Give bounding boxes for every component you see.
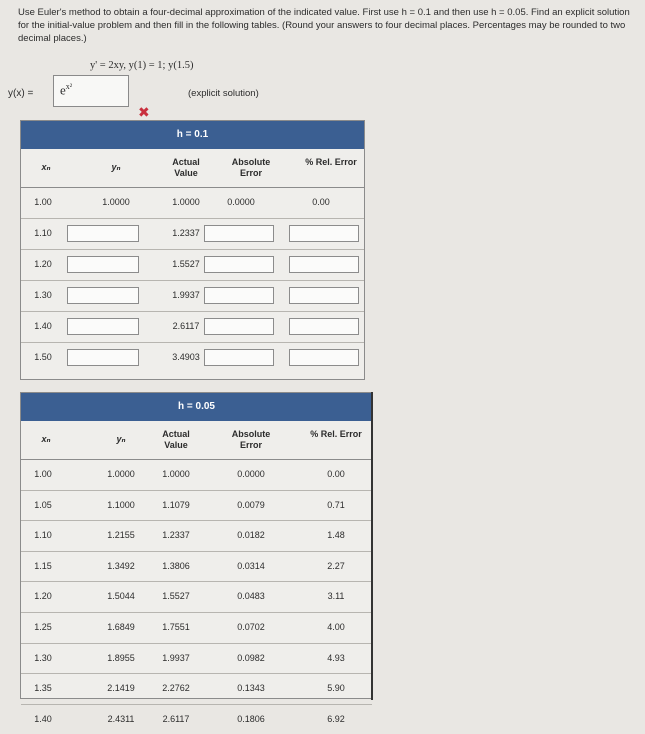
cell-x: 1.30 (34, 290, 52, 300)
table-row (21, 343, 364, 373)
explicit-base: e (60, 82, 66, 98)
incorrect-x-icon: ✖ (138, 104, 150, 120)
cell-x: 1.25 (34, 621, 52, 632)
cell-y: 1.5044 (107, 591, 135, 602)
cell-abs: 0.1343 (237, 683, 265, 694)
cell-abs: 0.0314 (237, 560, 265, 571)
table-row (21, 552, 372, 583)
cell-rel: 0.71 (327, 499, 345, 510)
explicit-note: (explicit solution) (188, 88, 259, 99)
cell-abs: 0.0702 (237, 621, 265, 632)
table-row (21, 188, 364, 219)
cell-actual: 1.2337 (172, 228, 200, 238)
cell-abs: 0.0000 (227, 197, 255, 207)
cell-actual: 1.0000 (162, 469, 190, 479)
cell-x: 1.10 (34, 228, 52, 238)
col-x: xₙ (41, 434, 51, 444)
col-abs: Absolute Error (231, 157, 271, 178)
cell-rel: 4.93 (327, 652, 345, 663)
table-h-0-1 (20, 120, 365, 380)
column-headers (21, 149, 364, 188)
col-actual: Actual Value (172, 157, 200, 178)
table-title: h = 0.1 (21, 121, 364, 149)
cell-actual: 1.3806 (162, 560, 190, 571)
instructions: Use Euler's method to obtain a four-decimal approximation of the indicated value. First use h = 0.1 and then use h = 0.05. Find an explicit solution for the initial-value problem and then fill in the following tables. (Round your answers to four decimal places. Percentages may be rounded to two decimal places.) (18, 7, 630, 44)
cell-actual: 1.9937 (162, 652, 190, 663)
equation: y' = 2xy, y(1) = 1; y(1.5) (90, 60, 194, 71)
col-rel: % Rel. Error (310, 429, 362, 439)
answer-input-y[interactable] (67, 287, 139, 304)
cell-abs: 0.0982 (237, 652, 265, 663)
cell-y: 2.4311 (107, 713, 135, 724)
answer-input-y[interactable] (67, 318, 139, 335)
cell-x: 1.20 (34, 591, 52, 602)
table-row (21, 582, 372, 613)
col-actual: Actual Value (162, 429, 190, 450)
answer-input-rel[interactable] (289, 349, 359, 366)
explicit-label: y(x) = (8, 88, 34, 99)
cell-actual: 1.1079 (162, 499, 190, 510)
table-h-0-05 (20, 392, 373, 724)
answer-input-rel[interactable] (289, 256, 359, 273)
cell-x: 1.40 (34, 321, 52, 331)
table-row (21, 460, 372, 491)
col-y: yₙ (116, 434, 126, 444)
cell-y: 1.3492 (107, 560, 135, 571)
answer-input-rel[interactable] (289, 287, 359, 304)
answer-input-abs[interactable] (204, 287, 274, 304)
cell-x: 1.00 (34, 197, 52, 207)
cell-x: 1.20 (34, 259, 52, 269)
cell-rel: 1.48 (327, 530, 345, 541)
explicit-exponent: x² (65, 82, 73, 91)
cell-y: 1.1000 (107, 499, 135, 510)
cell-abs: 0.0182 (237, 530, 265, 541)
answer-input-abs[interactable] (204, 256, 274, 273)
cell-y: 1.0000 (102, 197, 130, 207)
table-row (21, 312, 364, 343)
cell-actual: 2.6117 (162, 713, 190, 724)
answer-input-y[interactable] (67, 349, 139, 366)
cell-y: 1.2155 (107, 530, 135, 541)
cell-x: 1.00 (34, 469, 52, 479)
cell-x: 1.40 (34, 713, 52, 724)
table-row (21, 705, 372, 734)
table-row (21, 613, 372, 644)
cell-y: 1.8955 (107, 652, 135, 663)
answer-input-y[interactable] (67, 225, 139, 242)
answer-input-abs[interactable] (204, 349, 274, 366)
cell-actual: 1.5527 (162, 591, 190, 602)
cell-actual: 2.6117 (172, 321, 200, 331)
cell-rel: 4.00 (327, 621, 345, 632)
answer-input-rel[interactable] (289, 318, 359, 335)
cell-actual: 1.9937 (172, 290, 200, 300)
cell-y: 1.6849 (107, 621, 135, 632)
cell-rel: 3.11 (327, 591, 345, 602)
cell-y: 1.0000 (107, 469, 135, 479)
answer-input-rel[interactable] (289, 225, 359, 242)
table-row (21, 219, 364, 250)
cell-actual: 3.4903 (172, 352, 200, 362)
cell-x: 1.50 (34, 352, 52, 362)
cell-abs: 0.1806 (237, 713, 265, 724)
col-x: xₙ (41, 162, 51, 172)
answer-input-abs[interactable] (204, 225, 274, 242)
cell-actual: 1.0000 (172, 197, 200, 207)
cell-abs: 0.0079 (237, 499, 265, 510)
table-edge (371, 392, 373, 700)
cell-actual: 1.5527 (172, 259, 200, 269)
table-row (21, 674, 372, 705)
col-rel: % Rel. Error (305, 157, 357, 167)
column-headers (21, 421, 372, 460)
table-row (21, 521, 372, 552)
cell-actual: 1.7551 (162, 621, 190, 632)
cell-actual: 1.2337 (162, 530, 190, 541)
cell-abs: 0.0000 (237, 469, 265, 479)
table-row (21, 491, 372, 522)
cell-rel: 6.92 (327, 713, 345, 724)
col-y: yₙ (111, 162, 121, 172)
cell-rel: 0.00 (327, 469, 345, 479)
table-title: h = 0.05 (21, 393, 372, 421)
cell-x: 1.10 (34, 530, 52, 541)
answer-input-abs[interactable] (204, 318, 274, 335)
cell-abs: 0.0483 (237, 591, 265, 602)
cell-rel: 0.00 (312, 197, 330, 207)
cell-x: 1.05 (34, 499, 52, 510)
cell-rel: 2.27 (327, 560, 345, 571)
table-row (21, 281, 364, 312)
table-row (21, 250, 364, 281)
cell-rel: 5.90 (327, 683, 345, 694)
cell-x: 1.35 (34, 683, 52, 694)
cell-actual: 2.2762 (162, 683, 190, 694)
explicit-solution-input[interactable] (53, 75, 129, 107)
answer-input-y[interactable] (67, 256, 139, 273)
cell-y: 2.1419 (107, 683, 135, 694)
table-row (21, 644, 372, 675)
col-abs: Absolute Error (231, 429, 271, 450)
cell-x: 1.15 (34, 560, 52, 571)
cell-x: 1.30 (34, 652, 52, 663)
